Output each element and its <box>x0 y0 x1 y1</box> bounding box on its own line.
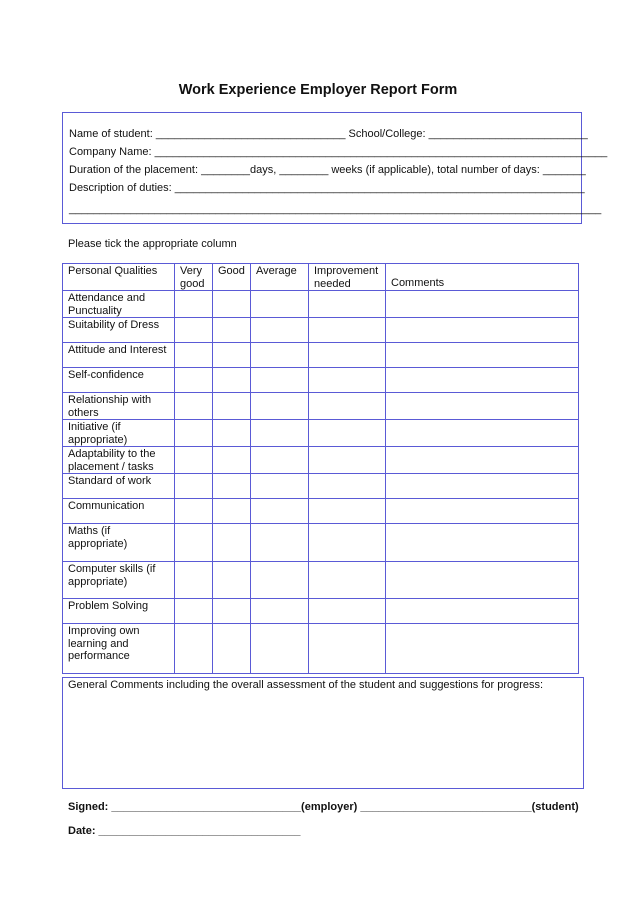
quality-label: Communication <box>63 499 175 524</box>
good-cell[interactable] <box>213 343 251 368</box>
quality-label: Maths (if appropriate) <box>63 524 175 562</box>
very-good-cell[interactable] <box>175 562 213 599</box>
very-good-cell[interactable] <box>175 420 213 447</box>
comments-cell[interactable] <box>386 447 579 474</box>
table-row <box>63 420 579 447</box>
good-cell[interactable] <box>213 393 251 420</box>
table-row <box>63 624 579 674</box>
comments-cell[interactable] <box>386 318 579 343</box>
comments-cell[interactable] <box>386 524 579 562</box>
header-improvement-needed: Improvement needed <box>309 264 386 291</box>
average-cell[interactable] <box>251 291 309 318</box>
form-title: Work Experience Employer Report Form <box>178 82 458 98</box>
duties-line[interactable]: Description of duties: ___________________________________________________________________ <box>69 182 585 194</box>
student-info-box <box>62 112 608 224</box>
average-cell[interactable] <box>251 524 309 562</box>
average-cell[interactable] <box>251 343 309 368</box>
table-row <box>63 291 579 318</box>
improvement-cell[interactable] <box>309 343 386 368</box>
header-comments: Comments <box>386 264 579 291</box>
quality-label: Improving own learning and performance <box>63 624 175 674</box>
improvement-cell[interactable] <box>309 420 386 447</box>
good-cell[interactable] <box>213 447 251 474</box>
good-cell[interactable] <box>213 499 251 524</box>
good-cell[interactable] <box>213 420 251 447</box>
duration-line[interactable]: Duration of the placement: ________days, ________ weeks (if applicable), total number of days: _______ <box>69 164 586 176</box>
very-good-cell[interactable] <box>175 474 213 499</box>
improvement-cell[interactable] <box>309 499 386 524</box>
very-good-cell[interactable] <box>175 624 213 674</box>
table-row <box>63 499 579 524</box>
improvement-cell[interactable] <box>309 318 386 343</box>
improvement-cell[interactable] <box>309 447 386 474</box>
improvement-cell[interactable] <box>309 599 386 624</box>
quality-label: Self-confidence <box>63 368 175 393</box>
quality-label: Computer skills (if appropriate) <box>63 562 175 599</box>
quality-label: Problem Solving <box>63 599 175 624</box>
table-row <box>63 343 579 368</box>
improvement-cell[interactable] <box>309 474 386 499</box>
quality-label: Attendance and Punctuality <box>63 291 175 318</box>
average-cell[interactable] <box>251 420 309 447</box>
very-good-cell[interactable] <box>175 291 213 318</box>
comments-cell[interactable] <box>386 474 579 499</box>
header-good: Good <box>213 264 251 291</box>
average-cell[interactable] <box>251 599 309 624</box>
good-cell[interactable] <box>213 318 251 343</box>
very-good-cell[interactable] <box>175 447 213 474</box>
signed-line[interactable]: Signed: _______________________________(employer) ____________________________(student) <box>68 801 579 813</box>
good-cell[interactable] <box>213 368 251 393</box>
average-cell[interactable] <box>251 624 309 674</box>
good-cell[interactable] <box>213 624 251 674</box>
average-cell[interactable] <box>251 368 309 393</box>
student-school-line[interactable]: Name of student: _______________________________ School/College: __________________________ <box>69 128 588 140</box>
comments-cell[interactable] <box>386 343 579 368</box>
date-line[interactable]: Date: _________________________________ <box>68 825 301 837</box>
improvement-cell[interactable] <box>309 291 386 318</box>
very-good-cell[interactable] <box>175 368 213 393</box>
table-row <box>63 447 579 474</box>
duties-line-continued[interactable]: _______________________________________________________________________________________ <box>69 203 602 215</box>
tick-instruction: Please tick the appropriate column <box>68 238 237 250</box>
very-good-cell[interactable] <box>175 393 213 420</box>
quality-label: Attitude and Interest <box>63 343 175 368</box>
very-good-cell[interactable] <box>175 599 213 624</box>
comments-cell[interactable] <box>386 368 579 393</box>
table-row <box>63 562 579 599</box>
general-comments-label: General Comments including the overall assessment of the student and suggestions for progress: <box>68 679 544 691</box>
good-cell[interactable] <box>213 562 251 599</box>
qualities-table <box>62 263 579 674</box>
table-row <box>63 524 579 562</box>
average-cell[interactable] <box>251 318 309 343</box>
comments-cell[interactable] <box>386 599 579 624</box>
very-good-cell[interactable] <box>175 343 213 368</box>
very-good-cell[interactable] <box>175 318 213 343</box>
table-header-row <box>63 264 579 291</box>
quality-label: Initiative (if appropriate) <box>63 420 175 447</box>
general-comments-box[interactable] <box>62 677 584 789</box>
improvement-cell[interactable] <box>309 368 386 393</box>
average-cell[interactable] <box>251 447 309 474</box>
average-cell[interactable] <box>251 474 309 499</box>
table-row <box>63 599 579 624</box>
improvement-cell[interactable] <box>309 524 386 562</box>
improvement-cell[interactable] <box>309 562 386 599</box>
average-cell[interactable] <box>251 562 309 599</box>
comments-cell[interactable] <box>386 624 579 674</box>
comments-cell[interactable] <box>386 393 579 420</box>
quality-label: Relationship with others <box>63 393 175 420</box>
header-very-good: Very good <box>175 264 213 291</box>
header-personal-qualities: Personal Qualities <box>63 264 175 291</box>
very-good-cell[interactable] <box>175 499 213 524</box>
table-row <box>63 368 579 393</box>
average-cell[interactable] <box>251 393 309 420</box>
quality-label: Adaptability to the placement / tasks <box>63 447 175 474</box>
header-average: Average <box>251 264 309 291</box>
table-row <box>63 393 579 420</box>
comments-cell[interactable] <box>386 562 579 599</box>
quality-label: Suitability of Dress <box>63 318 175 343</box>
very-good-cell[interactable] <box>175 524 213 562</box>
good-cell[interactable] <box>213 291 251 318</box>
good-cell[interactable] <box>213 474 251 499</box>
comments-cell[interactable] <box>386 499 579 524</box>
improvement-cell[interactable] <box>309 624 386 674</box>
comments-cell[interactable] <box>386 420 579 447</box>
comments-cell[interactable] <box>386 291 579 318</box>
table-row <box>63 474 579 499</box>
improvement-cell[interactable] <box>309 393 386 420</box>
good-cell[interactable] <box>213 599 251 624</box>
quality-label: Standard of work <box>63 474 175 499</box>
average-cell[interactable] <box>251 499 309 524</box>
good-cell[interactable] <box>213 524 251 562</box>
table-row <box>63 318 579 343</box>
company-name-line[interactable]: Company Name: __________________________________________________________________________ <box>69 146 608 158</box>
